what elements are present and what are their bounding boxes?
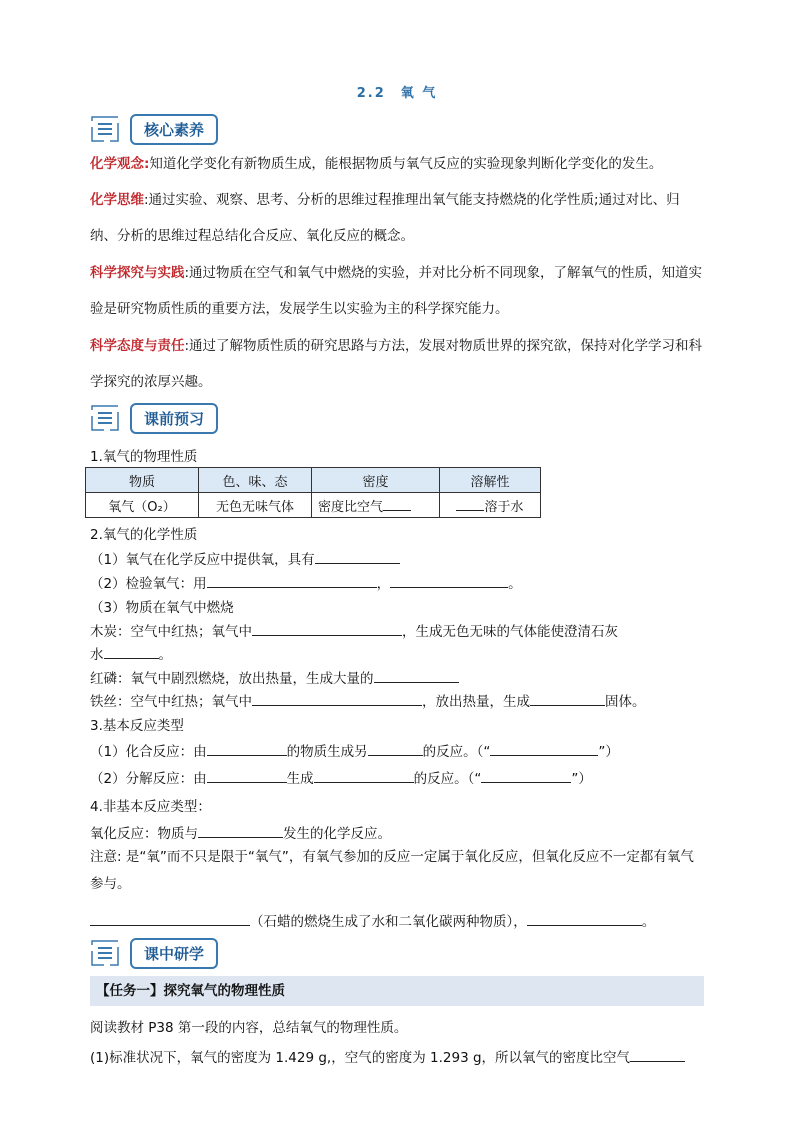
density-text: 密度比空气 [318, 499, 384, 515]
study-q1-text: (1)标准状况下，氧气的密度为 1.429 g,，空气的密度为 1.293 g，所以氧气的密度比空气 [90, 1050, 631, 1066]
core-label-3: 科学探究与实践 [90, 265, 185, 281]
phosphorus-text: 红磷：氧气中剧烈燃烧，放出热量，生成大量的 [90, 671, 374, 687]
table-header-cell: 溶解性 [440, 468, 541, 493]
table-header-cell: 物质 [86, 468, 199, 493]
note-paragraph: 注意: 是“氧”而不只是限于“氧气”，有氧气参加的反应一定属于氧化反应，但氧化反应不一定都有氧气参与。 [90, 849, 694, 892]
table-cell-density [312, 493, 440, 518]
charcoal-line-2 [90, 643, 172, 663]
answer-blank[interactable] [527, 911, 642, 926]
page-title: 2.2 氧 气 [356, 86, 438, 101]
preview-q2: 2.氧气的化学性质 [90, 527, 198, 543]
preview-q3: 3.基本反应类型 [90, 718, 184, 734]
section-label-preview: 课前预习 [130, 403, 218, 434]
answer-blank[interactable] [315, 549, 400, 564]
combination-text-3: 的反应。（“ [422, 744, 491, 760]
core-paragraph-1 [90, 146, 705, 182]
wax-line [90, 910, 655, 930]
preview-q4: 4.非基本反应类型： [90, 799, 211, 815]
preview-q2-3: （3）物质在氧气中燃烧 [90, 600, 234, 616]
charcoal-text: 木炭：空气中红热；氧气中 [90, 624, 252, 640]
combination-text: （1）化合反应：由 [90, 744, 207, 760]
oxidation-text-2: 发生的化学反应。 [283, 826, 391, 842]
answer-blank[interactable] [383, 496, 411, 511]
combination-text-4: ”） [598, 744, 619, 760]
period-text: 。 [508, 576, 522, 592]
q2-1-text: （1）氧气在化学反应中提供氧，具有 [90, 552, 315, 568]
answer-blank[interactable] [390, 573, 508, 588]
table-cell-solubility [440, 493, 541, 518]
core-text-3: :通过物质在空气和氧气中燃烧的实验，并对比分析不同现象，了解氧气的性质，知道实验是研究物质性质的重要方法，发展学生以实验为主的科学探究能力。 [90, 265, 703, 317]
core-text-2: :通过实验、观察、思考、分析的思维过程推理出氧气能支持燃烧的化学性质;通过对比、归纳、分析的思维过程总结化合反应、氧化反应的概念。 [90, 192, 680, 244]
study-q1 [90, 1046, 685, 1066]
answer-blank[interactable] [207, 741, 287, 756]
answer-blank[interactable] [314, 768, 414, 783]
oxidation-text: 氧化反应：物质与 [90, 826, 198, 842]
charcoal-text-3: 水 [90, 647, 104, 663]
menu-lines-icon [90, 938, 120, 968]
table-row [86, 493, 541, 518]
solubility-text: 溶于水 [484, 499, 524, 515]
table-cell: 氧气（O₂） [86, 493, 199, 518]
answer-blank[interactable] [490, 741, 598, 756]
table-header-row [86, 468, 541, 493]
answer-blank[interactable] [481, 768, 571, 783]
answer-blank[interactable] [252, 621, 402, 636]
charcoal-line [90, 620, 618, 640]
answer-blank[interactable] [104, 644, 159, 659]
iron-line [90, 690, 646, 710]
iron-text-3: 固体。 [605, 694, 646, 710]
core-paragraph-2 [90, 182, 705, 254]
answer-blank[interactable] [374, 668, 459, 683]
section-label-core: 核心素养 [130, 114, 218, 145]
preview-q2-2 [90, 572, 522, 592]
combination-line [90, 740, 619, 760]
oxygen-properties-table [85, 467, 541, 518]
decomposition-line [90, 767, 592, 787]
core-label-4: 科学态度与责任 [90, 338, 185, 354]
answer-blank[interactable] [368, 741, 423, 756]
answer-blank[interactable] [530, 691, 605, 706]
decomposition-text: （2）分解反应：由 [90, 771, 207, 787]
menu-lines-icon [90, 114, 120, 144]
section-header-preview [90, 402, 218, 434]
q2-2-text: （2）检验氧气：用 [90, 576, 207, 592]
iron-text-2: ，放出热量，生成 [422, 694, 530, 710]
comma-text: ， [376, 576, 391, 592]
charcoal-text-2: ，生成无色无味的气体能使澄清石灰 [402, 624, 618, 640]
table-header-cell: 色、味、态 [199, 468, 312, 493]
period-text: 。 [641, 914, 656, 930]
task-one-header: 【任务一】探究氧气的物理性质 [90, 976, 704, 1006]
core-text-4: :通过了解物质性质的研究思路与方法，发展对物质世界的探究欲，保持对化学学习和科学探究的浓厚兴趣。 [90, 338, 703, 390]
menu-lines-icon [90, 403, 120, 433]
decomposition-text-4: ”） [571, 771, 592, 787]
section-header-core [90, 113, 218, 145]
period-text: 。 [158, 647, 172, 663]
answer-blank[interactable] [198, 823, 283, 838]
wax-text: （石蜡的燃烧生成了水和二氧化碳两种物质）， [250, 914, 527, 930]
section-header-study [90, 937, 218, 969]
answer-blank[interactable] [630, 1047, 685, 1062]
answer-blank[interactable] [90, 911, 250, 926]
core-paragraph-3 [90, 255, 705, 327]
answer-blank[interactable] [456, 496, 484, 511]
answer-blank[interactable] [252, 691, 422, 706]
core-label-1: 化学观念: [90, 156, 150, 172]
phosphorus-line [90, 667, 459, 687]
study-read-instruction: 阅读教材 P38 第一段的内容，总结氧气的物理性质。 [90, 1020, 408, 1036]
oxidation-line [90, 822, 391, 842]
preview-q1: 1.氧气的物理性质 [90, 449, 198, 465]
core-paragraph-4 [90, 328, 705, 400]
answer-blank[interactable] [207, 573, 377, 588]
core-label-2: 化学思维 [90, 192, 144, 208]
decomposition-text-3: 的反应。（“ [413, 771, 482, 787]
table-header-cell: 密度 [312, 468, 440, 493]
core-text-1: 知道化学变化有新物质生成，能根据物质与氧气反应的实验现象判断化学变化的发生。 [149, 156, 663, 172]
iron-text: 铁丝：空气中红热；氧气中 [90, 694, 252, 710]
decomposition-text-2: 生成 [286, 771, 314, 787]
answer-blank[interactable] [207, 768, 287, 783]
table-cell: 无色无味气体 [199, 493, 312, 518]
preview-q2-1 [90, 548, 400, 568]
section-label-study: 课中研学 [130, 938, 218, 969]
combination-text-2: 的物质生成另 [286, 744, 368, 760]
